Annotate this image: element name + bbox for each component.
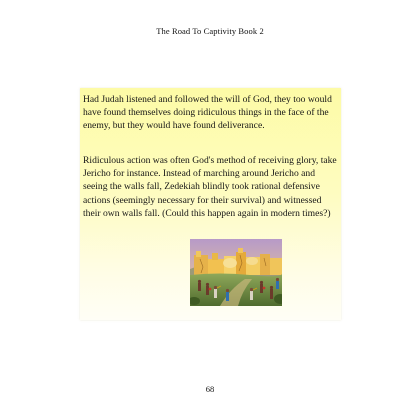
paragraph-judah-deliverance: Had Judah listened and followed the will of God, they too would have found themselves doing ridiculous things in the face of the enemy, but they would have found deliverance. xyxy=(83,94,332,132)
paragraph-jericho-ridiculous-action: Ridiculous action was often God's method of receiving glory, take Jericho for instance. Instead of marching around Jericho and seeing the walls fall, Zedekiah blindly took rational defensive actions (seemingly necessary for their survival) and witnessed their own walls fall. (Could this happen again in modern times?) xyxy=(83,155,337,219)
jericho-walls-illustration xyxy=(190,239,282,306)
page-number: 68 xyxy=(205,384,215,394)
page-header-title: The Road To Captivity Book 2 xyxy=(156,26,264,36)
content-panel xyxy=(80,88,341,320)
